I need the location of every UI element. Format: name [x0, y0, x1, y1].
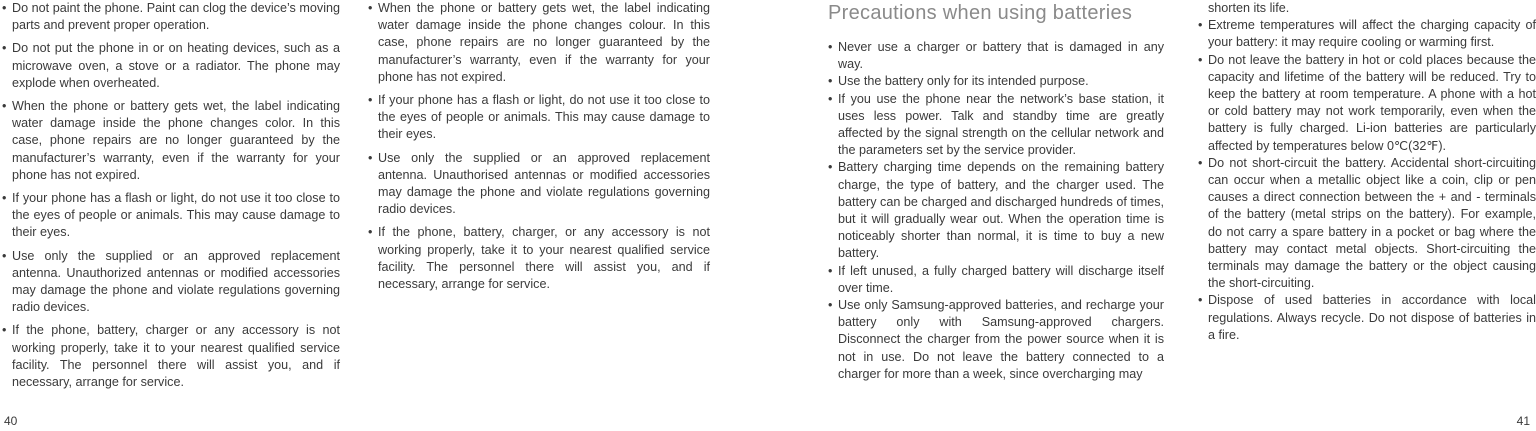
list-item: • Dispose of used batteries in accordance with local regulations. Always recycle. Do not dispose of batteries in a fire.: [1198, 292, 1536, 344]
list-item: • Use only Samsung-approved batteries, and recharge your battery only with Samsung-approved chargers. Disconnect the charger from the power source when it is not in use. Do not leave the battery connected to a charger for more than a week, since overcharging may: [828, 297, 1164, 383]
list-item: • If your phone has a flash or light, do not use it too close to the eyes of people or animals. This may cause damage to their eyes.: [2, 190, 340, 242]
list-item: • Do not put the phone in or on heating devices, such as a microwave oven, a stove or a radiator. The phone may explode when overheated.: [2, 40, 340, 92]
list-item: • If you use the phone near the network’s base station, it uses less power. Talk and standby time are greatly affected by the signal strength on the cellular network and the parameters set by the service provider.: [828, 91, 1164, 160]
list-item: • When the phone or battery gets wet, the label indicating water damage inside the phone changes colour. In this case, phone repairs are no longer guaranteed by the manufacturer’s warranty, even if the warranty for your phone has not expired.: [368, 0, 710, 86]
left-page-column-2: [368, 0, 710, 299]
list-item: • Use only the supplied or an approved replacement antenna. Unauthorised antennas or modified accessories may damage the phone and violate regulations governing radio devices.: [368, 150, 710, 219]
section-heading: Precautions when using batteries: [828, 2, 1133, 24]
list-item: • If left unused, a fully charged battery will discharge itself over time.: [828, 263, 1164, 297]
list-item: • If the phone, battery, charger or any accessory is not working properly, take it to your nearest qualified service facility. The personnel there will assist you, and if necessary, arrange for service.: [2, 322, 340, 391]
continuation-text: shorten its life.: [1208, 1, 1290, 15]
precaution-list: [368, 0, 710, 293]
list-item: • Use the battery only for its intended purpose.: [828, 73, 1164, 90]
battery-precaution-list: [1198, 17, 1536, 344]
page-number-right: 41: [1516, 414, 1530, 428]
list-item: • If your phone has a flash or light, do not use it too close to the eyes of people or animals. This may cause damage to their eyes.: [368, 92, 710, 144]
list-item: • Do not paint the phone. Paint can clog the device’s moving parts and prevent proper operation.: [2, 0, 340, 34]
list-item: • Never use a charger or battery that is damaged in any way.: [828, 39, 1164, 73]
list-item: • Do not short-circuit the battery. Accidental short-circuiting can occur when a metallic object like a coin, clip or pen causes a direct connection between the + and - terminals of the battery (metal strips on the battery). For example, do not carry a spare battery in a pocket or bag where the battery may contact metal objects. Short-circuiting the terminals may damage the battery or the object causing the short-circuiting.: [1198, 155, 1536, 293]
list-item: • When the phone or battery gets wet, the label indicating water damage inside the phone changes color. In this case, phone repairs are no longer guaranteed by the manufacturer’s warranty, even if the warranty for your phone has not expired.: [2, 98, 340, 184]
list-item: • If the phone, battery, charger, or any accessory is not working properly, take it to your nearest qualified service facility. The personnel there will assist you, and if necessary, arrange for service.: [368, 224, 710, 293]
right-page-column-2: [1198, 0, 1536, 344]
list-item: • Do not leave the battery in hot or cold places because the capacity and lifetime of the battery will be reduced. Try to keep the battery at room temperature. A phone with a hot or cold battery may not work temporarily, even when the battery is fully charged. Li-ion batteries are particularly affected by temperatures below 0℃(32℉).: [1198, 52, 1536, 155]
right-page-column-1: [828, 39, 1164, 383]
precaution-list: [2, 0, 340, 391]
left-page-column-1: [2, 0, 340, 397]
list-item: • Extreme temperatures will affect the charging capacity of your battery: it may require cooling or warming first.: [1198, 17, 1536, 51]
page-number-left: 40: [4, 414, 18, 428]
battery-precaution-list: [828, 39, 1164, 383]
list-item: • Use only the supplied or an approved replacement antenna. Unauthorized antennas or modified accessories may damage the phone and violate regulations governing radio devices.: [2, 248, 340, 317]
list-item: • Battery charging time depends on the remaining battery charge, the type of battery, and the charger used. The battery can be charged and discharged hundreds of times, but it will gradually wear out. When the operation time is noticeably shorter than normal, it is time to buy a new battery.: [828, 159, 1164, 262]
